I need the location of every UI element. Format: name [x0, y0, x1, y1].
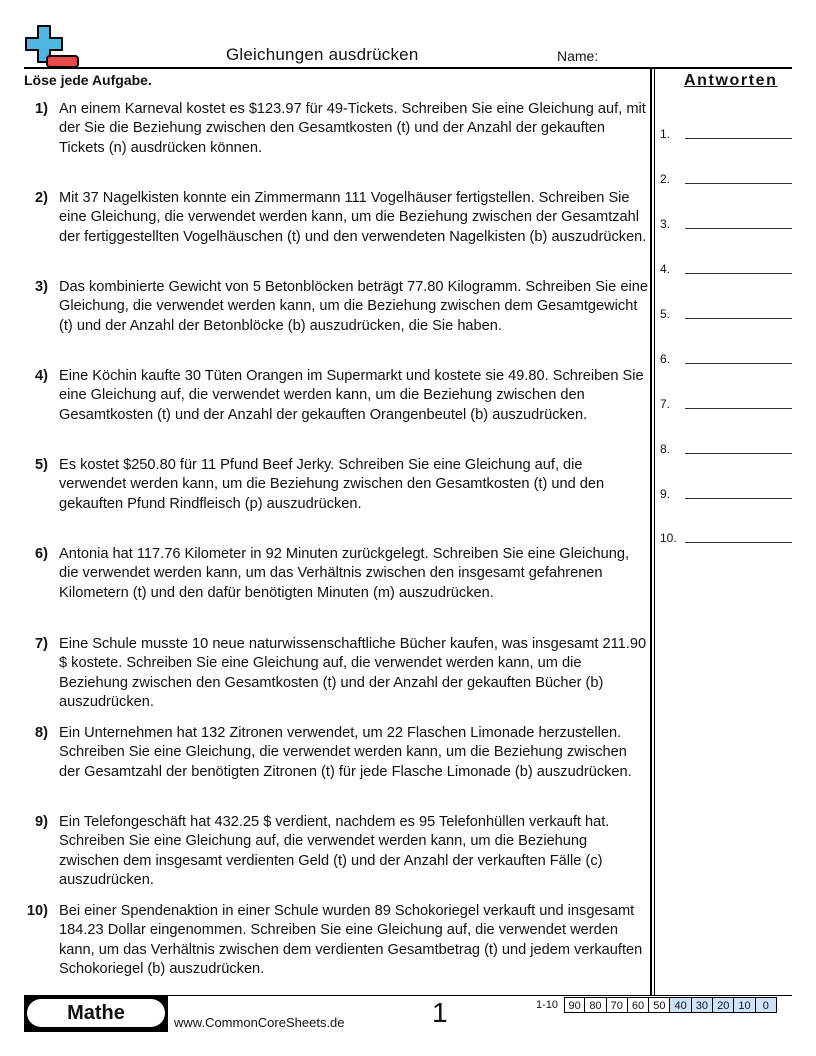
- problem-item: [24, 189, 648, 247]
- answer-line: [685, 273, 792, 274]
- score-cell: 20: [713, 997, 734, 1013]
- problem-item: [24, 367, 648, 425]
- subject-badge: [24, 996, 168, 1032]
- score-cell: 80: [585, 997, 606, 1013]
- problem-text: Bei einer Spendenaktion in einer Schule wurden 89 Schokoriegel verkauft und insgesamt 184.23 Dollar eingenommen. Schreiben Sie eine Gleichung auf, die verwendet werden kann, um das Verhältnis zwischen dem verdienten Gesamtbetrag (t) und jedem verkauften Schokoriegel (b) auszudrücken.: [59, 903, 643, 977]
- answer-number: 10.: [660, 531, 677, 545]
- problem-text: Antonia hat 117.76 Kilometer in 92 Minuten zurückgelegt. Schreiben Sie eine Gleichung, die verwendet werden kann, um das Verhältnis zwischen den insgesamt gefahrenen Kilometern (t) und den dafür benötigten Minuten (m) auszudrücken.: [59, 546, 630, 601]
- problem-text: Ein Telefongeschäft hat 432.25 $ verdient, nachdem es 95 Telefonhüllen verkauft hat. Schreiben Sie eine Gleichung auf, die verwendet werden kann, um die Beziehung zwischen dem insgesamt verdienten Geld (t) und der Anzahl der verkauften Fälle (c) auszudrücken.: [59, 814, 610, 888]
- score-cell: 40: [670, 997, 691, 1013]
- plus-minus-logo-icon: [24, 25, 80, 69]
- problem-number: 4): [35, 368, 48, 384]
- answer-line: [685, 363, 792, 364]
- answer-field[interactable]: [660, 123, 792, 139]
- problem-number: 1): [35, 101, 48, 117]
- answer-number: 9.: [660, 487, 671, 501]
- subject-label: Mathe: [27, 999, 165, 1027]
- answer-number: 1.: [660, 127, 671, 141]
- score-range-label: 1-10: [535, 999, 559, 1011]
- problem-item: [24, 902, 648, 979]
- problem-number: 5): [35, 457, 48, 473]
- problem-number: 8): [35, 725, 48, 741]
- answer-number: 5.: [660, 307, 671, 321]
- answer-line: [685, 453, 792, 454]
- problem-text: Es kostet $250.80 für 11 Pfund Beef Jerky. Schreiben Sie eine Gleichung auf, die verwendet werden kann, um die Beziehung zwischen den Gesamtkosten (t) und den gekauften Pfund Rindfleisch (p) auszudrücken.: [59, 457, 605, 512]
- score-table: [530, 997, 777, 1013]
- problem-item: [24, 635, 648, 712]
- answer-line: [685, 183, 792, 184]
- problem-number: 10): [26, 903, 48, 919]
- answer-number: 7.: [660, 397, 671, 411]
- answer-field[interactable]: [660, 483, 792, 499]
- problem-text: Ein Unternehmen hat 132 Zitronen verwendet, um 22 Flaschen Limonade herzustellen. Schreiben Sie eine Gleichung, die verwendet werden kann, um die Beziehung zwischen der Gesamtzahl der benötigten Zitronen (t) für jede Flasche Limonade (b) auszudrücken.: [59, 725, 632, 780]
- answer-line: [685, 408, 792, 409]
- problem-text: Mit 37 Nagelkisten konnte ein Zimmermann 111 Vogelhäuser fertigstellen. Schreiben Sie eine Gleichung, die verwendet werden kann, um die Beziehung zwischen der Gesamtzahl der fertiggestellten Vogelhäuschen (t) und den verwendeten Nagelkisten (b) auszudrücken.: [59, 190, 647, 245]
- instructions: Löse jede Aufgabe.: [24, 72, 152, 88]
- problem-text: Eine Schule musste 10 neue naturwissenschaftliche Bücher kaufen, was insgesamt 211.90 $ kostete. Schreiben Sie eine Gleichung auf, die verwendet werden kann, um die Beziehung zwischen den Gesamtkosten (t) und der Anzahl der gekauften Bücher (b) auszudrücken.: [59, 636, 647, 710]
- answer-field[interactable]: [660, 438, 792, 454]
- problem-number: 2): [35, 190, 48, 206]
- column-divider-inner: [654, 68, 655, 996]
- problem-number: 9): [35, 814, 48, 830]
- answer-line: [685, 138, 792, 139]
- header-divider: [24, 67, 792, 69]
- worksheet-title: Gleichungen ausdrücken: [226, 45, 419, 64]
- answer-number: 8.: [660, 442, 671, 456]
- page-number: 1: [432, 997, 448, 1028]
- answer-number: 3.: [660, 217, 671, 231]
- answer-line: [685, 318, 792, 319]
- problem-number: 6): [35, 546, 48, 562]
- problem-item: [24, 456, 648, 514]
- problem-number: 7): [35, 636, 48, 652]
- answers-title: Antworten: [684, 72, 778, 89]
- problem-item: [24, 278, 648, 336]
- answer-field[interactable]: [660, 348, 792, 364]
- answer-line: [685, 498, 792, 499]
- score-cell: 50: [649, 997, 670, 1013]
- answer-field[interactable]: [660, 303, 792, 319]
- answer-line: [685, 228, 792, 229]
- score-cell: 30: [692, 997, 713, 1013]
- answer-number: 4.: [660, 262, 671, 276]
- answer-field[interactable]: [660, 258, 792, 274]
- problem-item: [24, 545, 648, 603]
- problem-text: An einem Karneval kostet es $123.97 für 49-Tickets. Schreiben Sie eine Gleichung auf, mit der Sie die Beziehung zwischen den Gesamtkosten (t) und der Anzahl der gekauften Tickets (n) ausdrücken können.: [59, 101, 646, 156]
- answer-number: 6.: [660, 352, 671, 366]
- score-cell: 90: [564, 997, 585, 1013]
- problem-number: 3): [35, 279, 48, 295]
- answer-field[interactable]: [660, 527, 792, 543]
- problem-text: Das kombinierte Gewicht von 5 Betonblöcken beträgt 77.80 Kilogramm. Schreiben Sie eine Gleichung, die verwendet werden kann, um die Beziehung zwischen dem Gesamtgewicht (t) und der Anzahl der Betonblöcke (b) auszudrücken, die Sie haben.: [59, 279, 648, 334]
- answer-field[interactable]: [660, 393, 792, 409]
- problem-text: Eine Köchin kaufte 30 Tüten Orangen im Supermarkt und kostete sie 49.80. Schreiben Sie eine Gleichung auf, die verwendet werden kann, um die Beziehung zwischen den Gesamtkosten (t) und der Anzahl der gekauften Orangenbeutel (b) auszudrücken.: [59, 368, 644, 423]
- answer-number: 2.: [660, 172, 671, 186]
- score-cell: 60: [628, 997, 649, 1013]
- answer-line: [685, 542, 792, 543]
- score-cell: 10: [734, 997, 755, 1013]
- problem-item: [24, 813, 648, 890]
- answer-field[interactable]: [660, 168, 792, 184]
- column-divider: [650, 68, 652, 996]
- site-url: www.CommonCoreSheets.de: [174, 1015, 345, 1030]
- name-label: Name:: [557, 48, 599, 64]
- score-cell: 70: [607, 997, 628, 1013]
- problem-item: [24, 100, 648, 158]
- problem-item: [24, 724, 648, 782]
- answer-field[interactable]: [660, 213, 792, 229]
- score-cell: 0: [756, 997, 777, 1013]
